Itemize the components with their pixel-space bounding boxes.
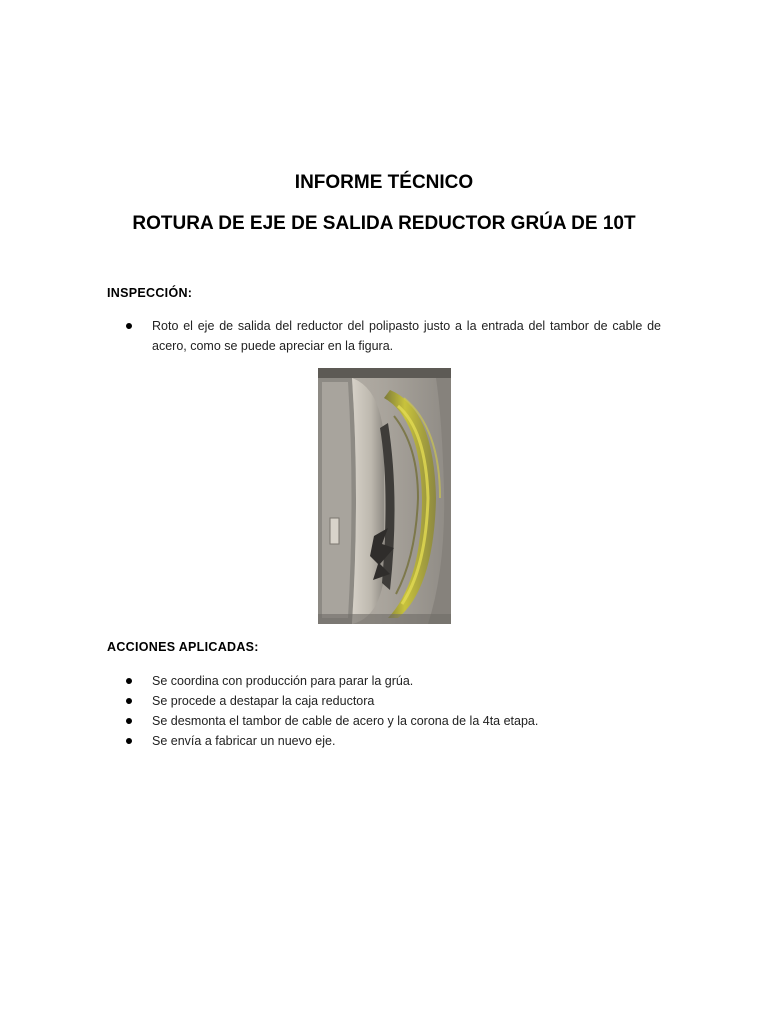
list-item-text: Se envía a fabricar un nuevo eje. — [152, 734, 336, 748]
list-item — [107, 691, 661, 711]
list-item-text: Se coordina con producción para parar la grúa. — [152, 674, 414, 688]
list-item — [107, 731, 661, 751]
inspection-heading: INSPECCIÓN: — [107, 286, 193, 300]
bullet-icon — [126, 738, 132, 744]
actions-list — [107, 671, 661, 751]
document-subtitle: ROTURA DE EJE DE SALIDA REDUCTOR GRÚA DE 10T — [132, 213, 636, 234]
bullet-icon — [126, 323, 132, 329]
list-item — [107, 671, 661, 691]
document-title: INFORME TÉCNICO — [294, 172, 474, 193]
bullet-icon — [126, 718, 132, 724]
inspection-list — [107, 316, 661, 356]
list-item — [107, 711, 661, 731]
bullet-icon — [126, 698, 132, 704]
bullet-icon — [126, 678, 132, 684]
list-item-text: Se procede a destapar la caja reductora — [152, 694, 375, 708]
list-item — [107, 316, 661, 356]
list-item-text: Se desmonta el tambor de cable de acero y la corona de la 4ta etapa. — [152, 714, 539, 728]
broken-shaft-photo — [318, 368, 451, 624]
actions-heading: ACCIONES APLICADAS: — [107, 640, 259, 654]
list-item-text: Roto el eje de salida del reductor del polipasto justo a la entrada del tambor de cable de acero, como se puede apreciar en la figura. — [152, 319, 661, 353]
